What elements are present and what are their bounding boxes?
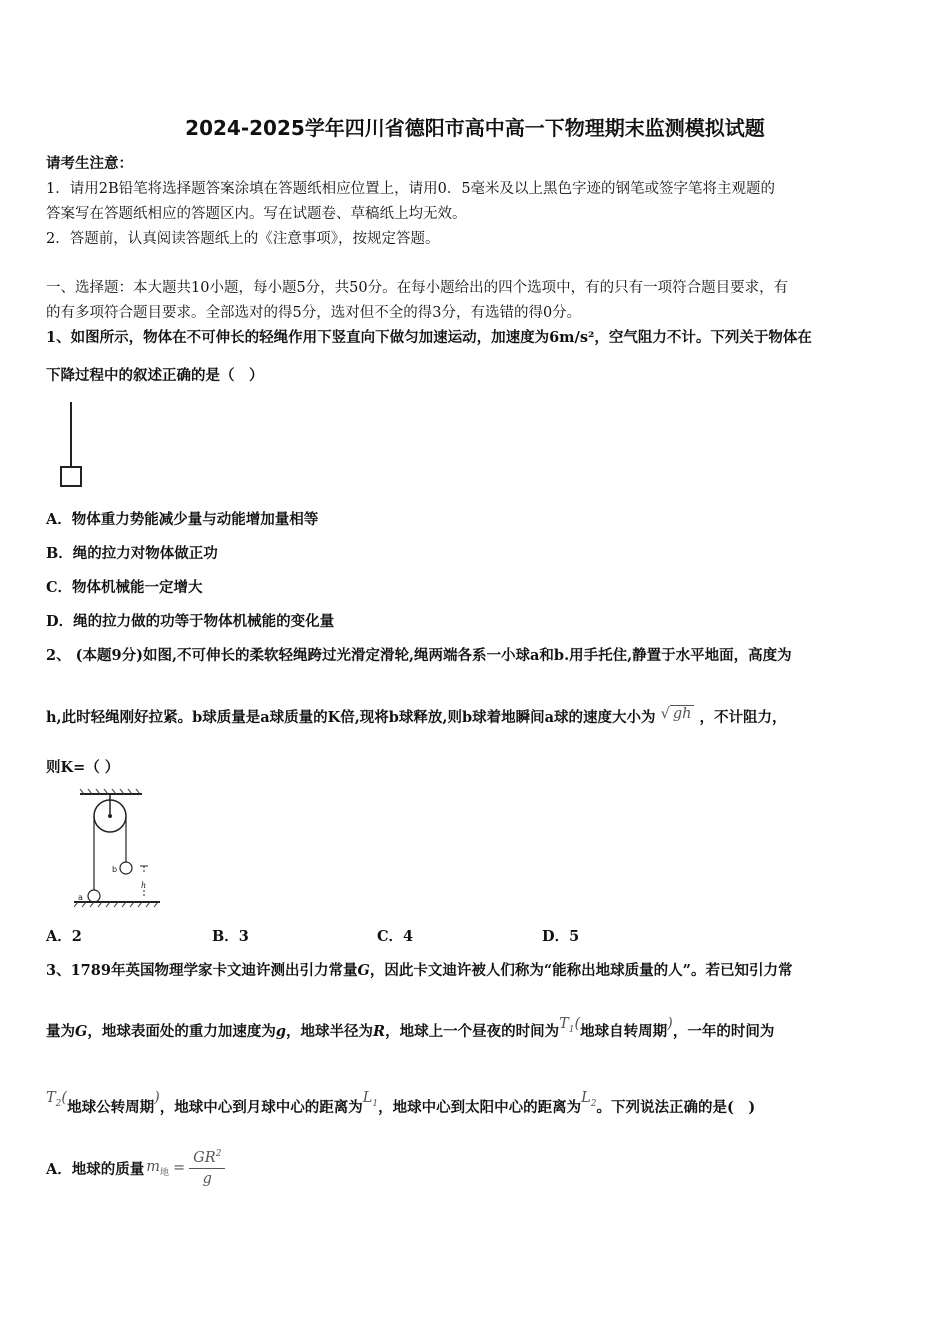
section1-line-2: 的有多项符合题目要求。全部选对的得5分，选对但不全的得3分，有选错的得0分。 — [46, 305, 582, 321]
height-label: h — [141, 881, 147, 890]
q3-option-a-mass — [146, 1159, 169, 1178]
q2-option-c: C．4 — [377, 928, 414, 945]
ball-a-label: a — [78, 893, 83, 902]
q3-option-a-pre: A．地球的质量 — [46, 1160, 145, 1178]
q3-stem-1b: ，因此卡文迪许被人们称为“能称出地球质量的人”。若已知引力常 — [369, 962, 793, 979]
notice-line-1b: 答案写在答题纸相应的答题区内。写在试题卷、草稿纸上均无效。 — [46, 206, 467, 222]
fraction-denominator: g — [202, 1170, 212, 1187]
q2-stem-line-2b: ，不计阻力， — [699, 709, 787, 726]
q3-option-a-fraction — [189, 1149, 225, 1187]
q1-figure-hanging-block — [56, 400, 86, 490]
q3-L2-sub: 2 — [590, 1098, 597, 1109]
notice-line-1a: 1．请用2B铅笔将选择题答案涂填在答题纸相应位置上，请用0．5毫米及以上黑色字迹的钢笔或签字笔将主观题的 — [46, 181, 776, 197]
q2-stem-line-3: 则K=（ ） — [46, 759, 120, 776]
q2-option-b: B．3 — [212, 928, 249, 945]
q3-line2-end: ，一年的时间为 — [672, 1023, 775, 1040]
q3-T2-letter: T — [46, 1090, 56, 1106]
sqrt-radicand: gh — [670, 705, 695, 722]
fraction-numerator — [189, 1149, 225, 1169]
q3-line2-g: g — [275, 1023, 287, 1040]
q3-g-const: G — [357, 962, 370, 979]
q3-T1-symbol: $T_1$( — [559, 1016, 581, 1035]
q3-T1-close-paren: ) — [667, 1016, 673, 1032]
section1-line-1: 一、选择题：本大题共10小题，每小题5分，共50分。在每小题给出的四个选项中，有的只有一项符合题目要求，有 — [46, 280, 789, 296]
q2-stem-line-1: 2、 (本题9分)如图,不可伸长的柔软轻绳跨过光滑定滑轮,绳两端各系一小球a和b.用手托住,静置于水平地面，高度为 — [46, 647, 792, 664]
q3-mass-letter: m — [146, 1158, 160, 1175]
q1-option-c: C．物体机械能一定增大 — [46, 579, 203, 596]
q3-T1-letter: T — [559, 1016, 569, 1032]
q2-option-a: A．2 — [46, 928, 82, 945]
q3-line3-mid: ，地球中心到月球中心的距离为 — [159, 1099, 363, 1116]
numerator-text: GR — [193, 1149, 216, 1166]
q3-T1-desc: 地球自转周期 — [580, 1023, 668, 1040]
ball-b-label: b — [112, 865, 118, 874]
q3-line2-R: R — [373, 1023, 386, 1040]
q3-line2-g-text: ，地球表面处的重力加速度为 — [87, 1023, 276, 1040]
q3-stem-line-3 — [46, 1090, 756, 1119]
page-title: 2024-2025学年四川省德阳市高中高一下物理期末监测模拟试题 — [185, 116, 765, 140]
q1-option-a: A．物体重力势能减少量与动能增加量相等 — [46, 511, 319, 528]
numerator-sup: 2 — [215, 1149, 222, 1160]
q1-option-d: D．绳的拉力做的功等于物体机械能的变化量 — [46, 613, 335, 630]
q3-L1-symbol — [362, 1090, 379, 1109]
q3-mass-sub: 地 — [160, 1167, 170, 1178]
q3-stem-line-2 — [46, 1016, 775, 1043]
q3-T2-symbol: $T_2$( — [46, 1090, 68, 1109]
q1-stem-line-1: 1、如图所示，物体在不可伸长的轻绳作用下竖直向下做匀加速运动，加速度为6m/s²，空气阻力不计。下列关于物体在 — [46, 329, 812, 346]
q3-L2-symbol — [581, 1090, 597, 1109]
q2-stem-line-2 — [46, 706, 787, 727]
q2-option-d: D．5 — [542, 928, 580, 945]
q3-line2-r-text: ，地球半径为 — [286, 1023, 374, 1040]
q3-line3-mid2: ，地球中心到太阳中心的距离为 — [378, 1099, 582, 1116]
notice-line-2: 2．答题前，认真阅读答题纸上的《注意事项》，按规定答题。 — [46, 231, 440, 247]
q3-L1-sub: 1 — [372, 1098, 379, 1109]
q3-option-a-equals: = — [173, 1160, 186, 1176]
q3-L2-letter: L — [581, 1090, 591, 1106]
q2-stem-line-2a: h,此时轻绳刚好拉紧。b球质量是a球质量的K倍,现将b球释放,则b球着地瞬间a球的速度大小为 — [46, 709, 656, 726]
q3-T2-desc: 地球公转周期 — [67, 1099, 155, 1116]
q3-T2-sub: 2 — [55, 1098, 62, 1109]
q3-option-a — [46, 1140, 225, 1196]
q3-line2-G: G — [75, 1023, 88, 1040]
q3-line2-pre: 量为 — [46, 1023, 75, 1040]
q3-line3-end: 。下列说法正确的是( ) — [596, 1099, 756, 1116]
q3-T2-close-paren: ) — [154, 1090, 160, 1106]
q3-T1-sub: 1 — [568, 1024, 575, 1035]
q3-L1-letter: L — [362, 1090, 373, 1106]
q3-stem-line-1 — [46, 959, 793, 980]
notice-heading: 请考生注意： — [46, 155, 133, 172]
q1-stem-line-2: 下降过程中的叙述正确的是（ ） — [46, 367, 264, 384]
q3-stem-1a: 3、1789年英国物理学家卡文迪许测出引力常量 — [46, 962, 358, 979]
q3-line2-mid: ，地球上一个昼夜的时间为 — [385, 1023, 560, 1040]
q2-figure-pulley — [74, 786, 164, 908]
sqrt-gh-expression: √ gh — [661, 706, 695, 722]
q1-option-b: B．绳的拉力对物体做正功 — [46, 545, 218, 562]
